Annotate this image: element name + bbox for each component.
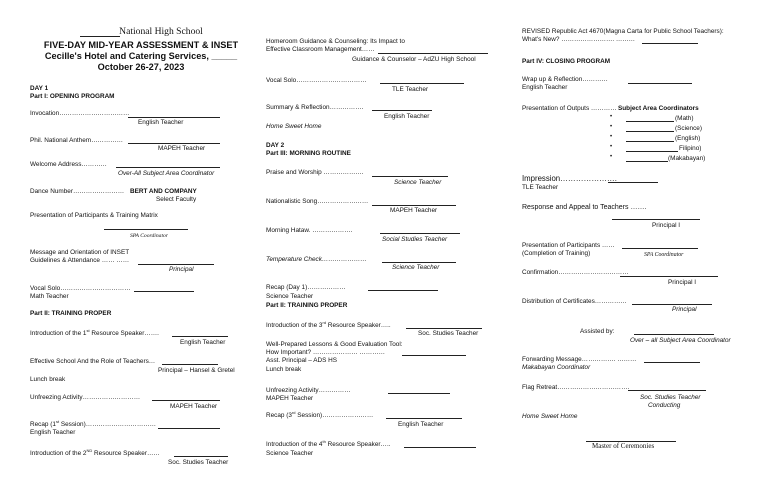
recap-day-1-role: Science Teacher: [266, 293, 314, 300]
name-line: [626, 151, 678, 152]
name-line: [158, 428, 220, 429]
praise-item: Praise and Worship ……………….: [266, 169, 364, 176]
name-line: [644, 362, 700, 363]
response-item: Response and Appeal to Teachers …….: [522, 204, 647, 211]
dance-performer: BERT AND COMPANY: [130, 188, 197, 195]
assisted-by-label: Assisted by:: [580, 328, 615, 335]
ra-item-line-1: REVISED Republic Act 4670(Magna Carta for Public School Teachers):: [522, 28, 724, 35]
name-line: [372, 176, 448, 177]
name-line: [626, 141, 674, 142]
bullet-icon: •: [610, 154, 613, 160]
invocation-item: Invocation……………………………: [30, 110, 130, 117]
flag-retreat-item: Flag Retreat…………………………….: [522, 384, 630, 391]
vocal-role: TLE Teacher: [392, 86, 429, 93]
temperature-role: Science Teacher: [392, 264, 440, 271]
speaker-3-role: Soc. Studies Teacher: [418, 330, 479, 337]
effective-school-role: Principal – Hansel & Gretel: [158, 367, 235, 374]
lessons-role: Asst. Principal – ADS HS: [266, 357, 338, 364]
anthem-item: Phil. National Anthem……………: [30, 137, 124, 144]
presentation-item: Presentation of Participants & Training Matrix: [30, 212, 158, 219]
dance-item: Dance Number……………………: [30, 188, 125, 195]
guidance-item-line-2: Effective Classroom Management……: [266, 46, 375, 53]
program-title: FIVE-DAY MID-YEAR ASSESSMENT & INSET: [43, 40, 239, 50]
name-line: [612, 219, 700, 220]
bullet-icon: •: [610, 124, 613, 130]
name-line: [626, 131, 674, 132]
unfreezing-item: Unfreezing Activity………………………: [30, 394, 141, 401]
speaker-4-role: Science Teacher: [266, 450, 314, 457]
participants-role: SPA Coordinator: [644, 252, 684, 258]
speaker-1-item: Introduction of the 1st Resource Speaker…….: [30, 327, 159, 337]
vocal-item: Vocal Solo……………………………: [266, 77, 367, 84]
name-line: [380, 233, 460, 234]
speaker-3-item: Introduction of the 3rd Resource Speaker…..: [266, 319, 391, 329]
name-line: [152, 400, 220, 401]
name-line: [134, 291, 194, 292]
day-1-heading: DAY 1: [30, 85, 49, 92]
temperature-item: Temperature Check…………………: [266, 256, 367, 263]
name-line: [172, 336, 228, 337]
vocal-role: Math Teacher: [30, 293, 69, 300]
name-line: [138, 264, 214, 265]
name-line: [128, 117, 220, 118]
response-role: Principal I: [652, 222, 681, 229]
name-line: [626, 161, 668, 162]
effective-school-item: Effective School And the Role of Teachers…: [30, 358, 156, 365]
name-line: [620, 276, 718, 277]
speaker-4-item: Introduction of the 4th Resource Speaker…..: [266, 438, 391, 448]
part-2-heading: Part II: TRAINING PROPER: [30, 310, 112, 317]
forwarding-role: Makabayan Coordinator: [522, 364, 591, 371]
name-line: [628, 83, 692, 84]
master-of-ceremonies: Master of Ceremonies: [592, 442, 655, 450]
confirmation-role: Principal I: [668, 279, 697, 286]
wrap-up-item: Wrap up & Reflection…………: [522, 76, 608, 83]
event-dates: October 26-27, 2023: [97, 62, 185, 72]
message-role: Principal: [169, 266, 194, 273]
home-sweet-home: Home Sweet Home: [522, 413, 578, 420]
part-2-heading: Part II: TRAINING PROPER: [266, 302, 348, 309]
subject-math: (Math): [675, 115, 694, 122]
part-1-heading: Part I: OPENING PROGRAM: [30, 93, 115, 100]
outputs-item: Presentation of Outputs …………: [522, 105, 617, 112]
name-line: [386, 418, 462, 419]
ra-item-line-2: What's New? ……………………. ………: [522, 36, 636, 43]
column-2: [266, 0, 502, 503]
welcome-item: Welcome Address…………: [30, 161, 107, 168]
impression-item: Impression………………….: [522, 174, 617, 183]
school-name: National High School: [119, 26, 203, 37]
summary-role: English Teacher: [384, 113, 430, 120]
name-line: [406, 328, 482, 329]
name-line: [128, 143, 220, 144]
presentation-role: SPA Coordinator: [130, 233, 168, 239]
blank-line: [80, 36, 120, 37]
flag-role: Soc. Studies Teacher: [640, 394, 701, 401]
name-line: [404, 447, 476, 448]
name-line: [388, 393, 450, 394]
name-line: [634, 334, 714, 335]
hataw-role: Social Studies Teacher: [382, 236, 448, 243]
recap-1-role: English Teacher: [30, 429, 76, 436]
bullet-icon: •: [610, 114, 613, 120]
certificates-item: Distribution of Certificates……………: [522, 298, 627, 305]
outputs-role: Subject Area Coordinators: [618, 105, 699, 112]
impression-role: TLE Teacher: [522, 184, 559, 191]
name-line: [382, 262, 456, 263]
venue: Cecille's Hotel and Catering Services, _____: [44, 51, 238, 61]
name-line: [162, 364, 218, 365]
certificates-role: Principal: [672, 306, 697, 313]
recap-3-role: English Teacher: [398, 421, 444, 428]
participants-item-line-1: Presentation of Participants ……: [522, 242, 615, 249]
name-line: [402, 355, 466, 356]
forwarding-item: Forwarding Message……………. ………: [522, 356, 637, 363]
vocal-item: Vocal Solo……………………………: [30, 285, 131, 292]
name-line: [642, 43, 698, 44]
name-line: [372, 110, 432, 111]
name-line: [626, 121, 674, 122]
day-2-heading: DAY 2: [266, 142, 285, 149]
subject-science: (Science): [675, 125, 702, 132]
participants-item-line-2: (Completion of Training): [522, 250, 591, 257]
name-line: [632, 304, 712, 305]
home-sweet-home: Home Sweet Home: [266, 123, 322, 130]
name-line: [174, 456, 228, 457]
welcome-role: Over-All Subject Area Coordinator: [118, 170, 215, 177]
name-line: [628, 390, 706, 391]
praise-role: Science Teacher: [394, 179, 442, 186]
unfreezing-item: Unfreezing Activity……………: [266, 387, 351, 394]
name-line: [622, 248, 698, 249]
guidance-item-line-1: Homeroom Guidance & Counseling: Its Impact to: [266, 38, 405, 45]
bullet-icon: •: [610, 134, 613, 140]
assisted-role: Over – all Subject Area Coordinator: [630, 337, 731, 344]
anthem-role: MAPEH Teacher: [158, 145, 206, 152]
summary-item: Summary & Reflection…………….: [266, 104, 364, 111]
confirmation-item: Confirmation……………………………: [522, 269, 629, 276]
message-item-line-2: Guidelines & Attendance …… ……: [30, 257, 130, 264]
recap-1-item: Recap (1st Session)……………………………: [30, 418, 156, 428]
column-1: [30, 0, 252, 503]
subject-english: (English): [675, 135, 701, 142]
dance-role: Select Faculty: [156, 196, 197, 203]
bullet-icon: •: [610, 144, 613, 150]
recap-3-item: Recap (3rd Session)……………………: [266, 409, 374, 419]
column-3: [522, 0, 758, 503]
speaker-2-item: Introduction of the 2ND Resource Speaker……: [30, 447, 160, 457]
name-line: [608, 182, 658, 183]
guidance-role: Guidance & Counselor – AdZU High School: [352, 56, 476, 63]
name-line: [104, 229, 188, 230]
unfreezing-role: MAPEH Teacher: [266, 395, 314, 402]
invocation-role: English Teacher: [138, 119, 184, 126]
wrap-up-role: English Teacher: [522, 84, 568, 91]
name-line: [116, 167, 220, 168]
speaker-1-role: English Teacher: [180, 339, 226, 346]
speaker-2-role: Soc. Studies Teacher: [168, 459, 229, 466]
unfreezing-role: MAPEH Teacher: [170, 403, 218, 410]
subject-makabayan: (Makabayan): [668, 155, 706, 162]
name-line: [368, 290, 438, 291]
part-4-heading: Part IV: CLOSING PROGRAM: [522, 58, 611, 65]
name-line: [380, 83, 464, 84]
message-item-line-1: Message and Orientation of INSET: [30, 249, 130, 256]
lessons-item-line-1: Well-Prepared Lessons & Good Evaluation Tool:: [266, 341, 403, 348]
name-line: [378, 53, 488, 54]
hataw-item: Morning Hataw. ……………….: [266, 227, 353, 234]
nationalistic-item: Nationalistic Song……………………: [266, 198, 369, 205]
subject-filipino: Filipino): [679, 145, 702, 152]
part-3-heading: Part III: MORNING ROUTINE: [266, 150, 351, 157]
name-line: [372, 205, 456, 206]
lunch-break: Lunch break: [266, 366, 302, 373]
lunch-break: Lunch break: [30, 376, 66, 383]
recap-day-1-item: Recap (Day 1)………………: [266, 284, 346, 291]
flag-role-conducting: Conducting: [648, 402, 681, 409]
nationalistic-role: MAPEH Teacher: [390, 207, 438, 214]
lessons-item-line-2: How Important? ………………… …………: [266, 349, 385, 356]
